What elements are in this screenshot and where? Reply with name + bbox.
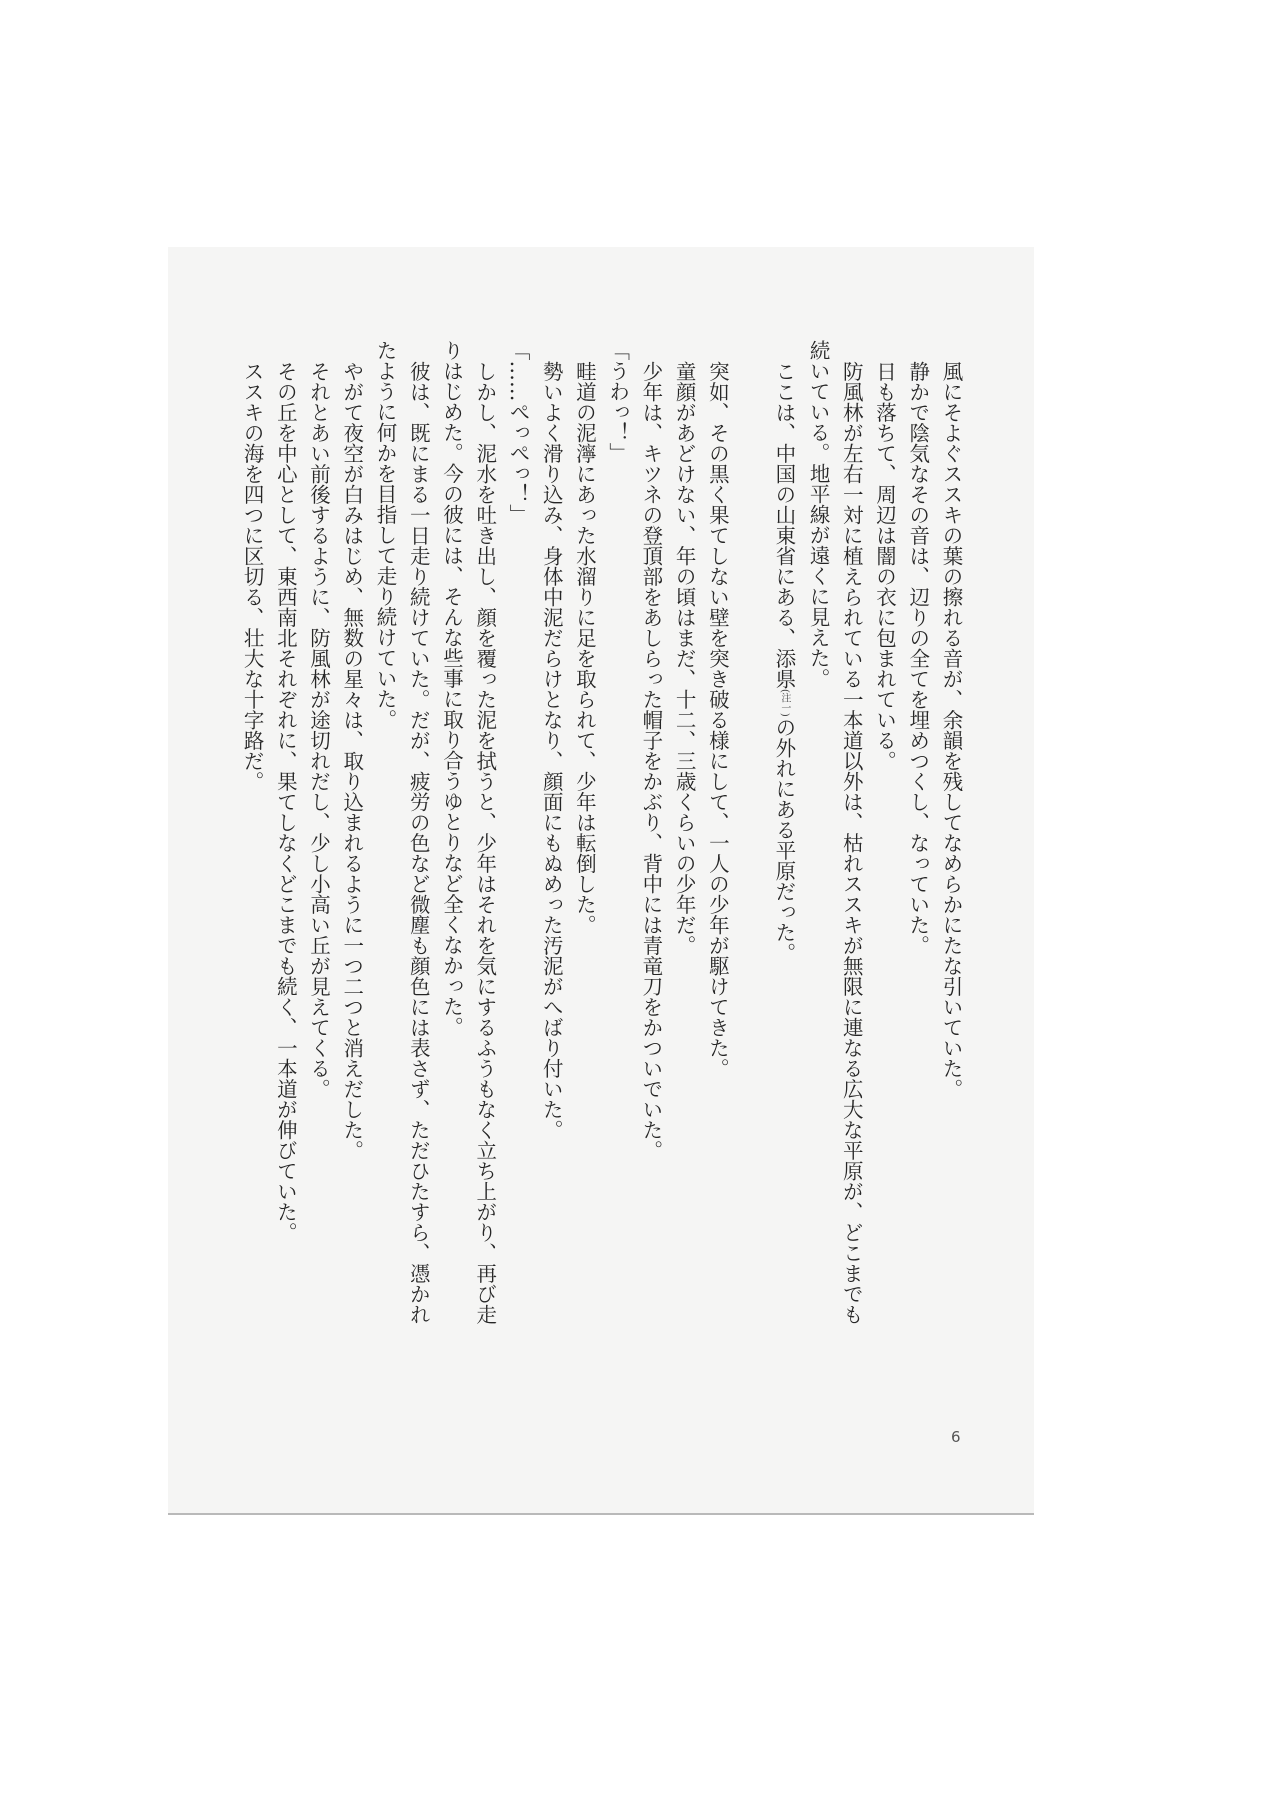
text-column: ススキの海を四つに区切る、壮大な十字路だ。 xyxy=(240,360,265,791)
text-column: やがて夜空が白みはじめ、無数の星々は、取り込まれるように一つ二つと消えだした。 xyxy=(339,360,364,1160)
text-column: たように何かを目指して走り続けていた。 xyxy=(373,340,398,730)
page-number: 6 xyxy=(951,1428,961,1446)
dialogue-column: 「うわっ！」 xyxy=(605,340,630,463)
text-column: しかし、泥水を吐き出し、顔を覆った泥を拭うと、少年はそれを気にするふうもなく立ち上がり、再び走 xyxy=(472,360,497,1324)
text-column: 童顔があどけない、年の頃はまだ、十二、三歳くらいの少年だ。 xyxy=(672,360,697,955)
text-column xyxy=(767,340,801,1330)
blank-line xyxy=(733,340,766,1330)
text-column: 静かで陰気なその音は、辺りの全てを埋めつくし、なっていた。 xyxy=(905,360,930,955)
text-column: 勢いよく滑り込み、身体中泥だらけとなり、顔面にもぬめった汚泥がへばり付いた。 xyxy=(539,360,564,1140)
text-column: 防風林が左右一対に植えられている一本道以外は、枯れススキが無限に連なる広大な平原が、どこまでも xyxy=(839,360,864,1324)
text-column: それとあい前後するように、防風林が途切れだし、少し小高い丘が見えてくる。 xyxy=(306,360,331,1099)
text-column: その丘を中心として、東西南北それぞれに、果てしなくどこまでも続く、一本道が伸びていた。 xyxy=(273,360,298,1242)
text-column: 続いている。地平線が遠くに見えた。 xyxy=(806,340,831,689)
text-column: りはじめた。今の彼には、そんな些事に取り合うゆとりなど全くなかった。 xyxy=(439,340,464,1037)
text-column: 突如、その黒く果てしない壁を突き破る様にして、一人の少年が駆けてきた。 xyxy=(705,360,730,1078)
text-column: 彼は、既にまる一日走り続けていた。だが、疲労の色など微塵も顔色には表さず、ただひたすら、憑かれ xyxy=(406,360,431,1324)
text-column: 畦道の泥濘にあった水溜りに足を取られて、少年は転倒した。 xyxy=(572,360,597,935)
text-column: 少年は、キツネの登頂部をあしらった帽子をかぶり、背中には青竜刀をかついでいた。 xyxy=(638,360,663,1160)
vertical-body-text xyxy=(235,340,967,1330)
text-column: 日も落ちて、周辺は闇の衣に包まれている。 xyxy=(872,360,897,771)
text-column: 風にそよぐススキの葉の擦れる音が、余韻を残してなめらかにたな引いていた。 xyxy=(939,360,963,1099)
text-segment: の外れにある平原だった。 xyxy=(771,716,796,963)
dialogue-column: 「……ぺっぺっ！」 xyxy=(505,340,530,525)
footnote-marker: (注一) xyxy=(778,688,790,717)
text-segment: ここは、中国の山東省にある、添県 xyxy=(771,360,796,689)
